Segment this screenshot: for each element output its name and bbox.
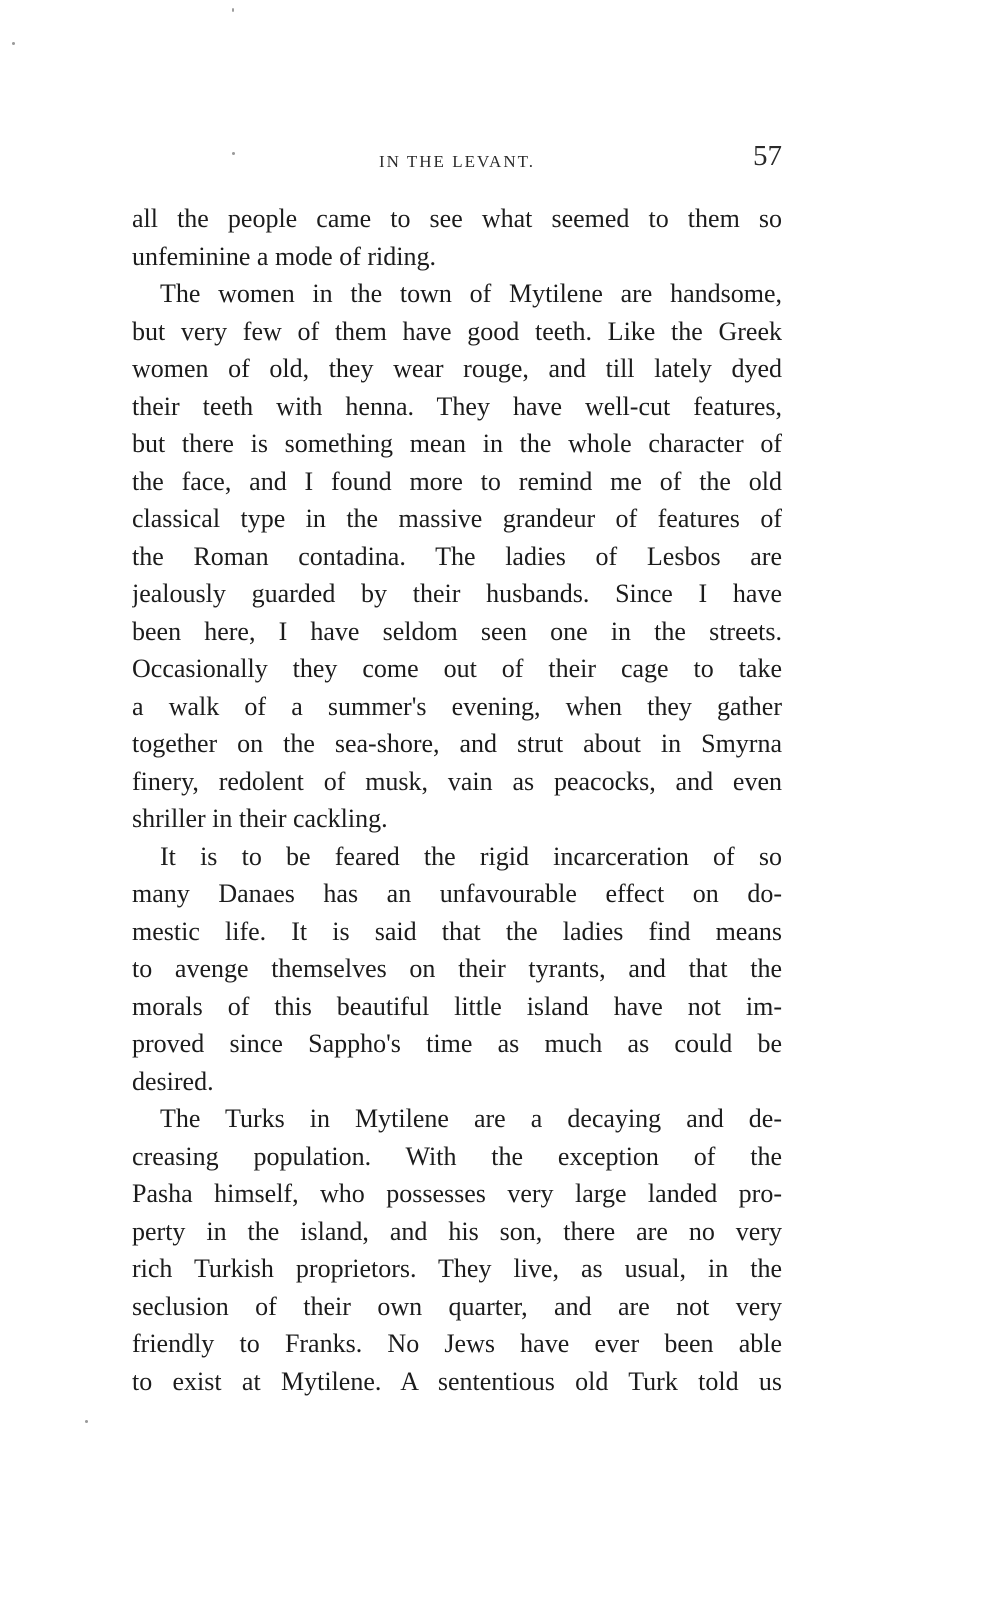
ink-speck [232,8,234,12]
body-text [132,200,782,1400]
text-line: all the people came to see what seemed to them so [132,204,782,233]
text-line: their teeth with henna. They have well-cut features, [132,391,782,421]
text-line: proved since Sappho's time as much as could be [132,1029,782,1058]
text-line: women of old, they wear rouge, and till lately dyed [132,354,782,383]
text-line: many Danaes has an unfavourable effect on do- [132,879,782,908]
text-line: Occasionally they come out of their cage to take [132,654,782,683]
ink-speck [12,42,15,45]
page-number: 57 [753,140,782,172]
running-head [132,140,782,180]
text-line: It is to be feared the rigid incarceration of so [160,841,782,871]
text-line: the Roman contadina. The ladies of Lesbos are [132,541,782,571]
text-line: to exist at Mytilene. A sententious old Turk told us [132,1366,782,1396]
text-line: a walk of a summer's evening, when they gather [132,691,782,721]
text-line: the face, and I found more to remind me of the old [132,466,782,496]
text-line: but there is something mean in the whole character of [132,429,782,458]
text-line: The women in the town of Mytilene are handsome, [160,279,782,308]
text-line: been here, I have seldom seen one in the streets. [132,616,782,646]
text-line: together on the sea-shore, and strut about in Smyrna [132,729,782,758]
text-line: morals of this beautiful little island have not im- [132,991,782,1021]
text-line: The Turks in Mytilene are a decaying and de- [160,1104,782,1133]
text-line: shriller in their cackling. [132,804,388,833]
text-line: Pasha himself, who possesses very large landed pro- [132,1179,782,1208]
text-line: rich Turkish proprietors. They live, as usual, in the [132,1254,782,1283]
text-line: finery, redolent of musk, vain as peacocks, and even [132,766,782,796]
text-line: creasing population. With the exception of the [132,1141,782,1171]
text-line: desired. [132,1066,214,1096]
text-line: perty in the island, and his son, there are no very [132,1216,782,1246]
text-line: jealously guarded by their husbands. Since I have [132,579,782,608]
text-line: but very few of them have good teeth. Like the Greek [132,316,782,346]
text-line: seclusion of their own quarter, and are not very [132,1291,782,1321]
running-head-title: IN THE LEVANT. [379,152,535,171]
text-line: unfeminine a mode of riding. [132,241,436,271]
text-line: classical type in the massive grandeur of features of [132,504,782,533]
text-line: friendly to Franks. No Jews have ever been able [132,1329,782,1358]
text-line: mestic life. It is said that the ladies find means [132,916,782,946]
ink-speck [85,1420,88,1423]
text-line: to avenge themselves on their tyrants, and that the [132,954,782,983]
